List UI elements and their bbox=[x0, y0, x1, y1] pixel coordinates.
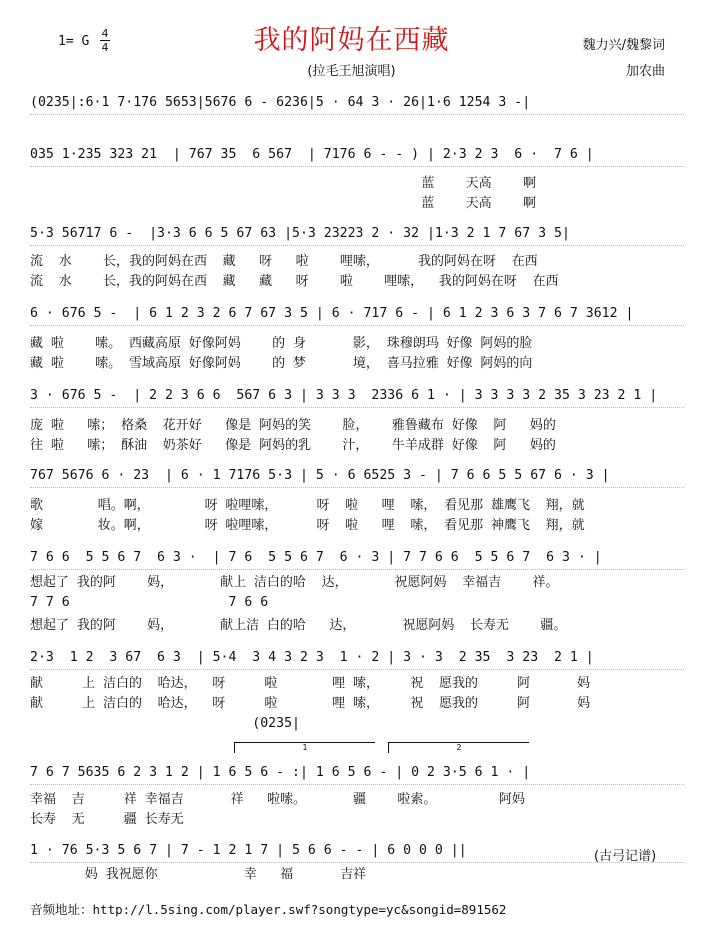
lyric-line-7b: 想起了 我的阿 妈， 献上洁 白的哈 达， 祝愿阿妈 长寿无 疆。 bbox=[30, 618, 567, 633]
notation-line-5: 3 · 676 5 - | 2 2 3 6 6 567 6 3 | 3 3 3 2336 6 1 · | 3 3 3 3 2 35 3 23 2 1 | bbox=[30, 388, 684, 408]
song-title: 我的阿妈在西藏 bbox=[253, 25, 450, 56]
lyric-line-10: 妈 我祝愿你 幸 福 吉祥 bbox=[30, 867, 367, 882]
lyric-line-4b: 藏 啦 嗦。 雪域高原 好像阿妈 的 梦 境， 喜马拉雅 好像 阿妈的向 bbox=[30, 356, 533, 371]
second-ending-bracket: 2 bbox=[388, 742, 529, 753]
notation-line-4: 6 · 676 5 - | 6 1 2 3 2 6 7 67 3 5 | 6 · 717 6 - | 6 1 2 3 6 3 7 6 7 3612 | bbox=[30, 306, 684, 326]
lyric-line-8b: 献 上 洁白的 哈达， 呀 啦 哩 嗦， 祝 愿我的 阿 妈 bbox=[30, 696, 591, 711]
lyric-line-2a: 蓝 天高 啊 bbox=[30, 176, 536, 191]
lyric-line-9a: 幸福 吉 祥 幸福吉 祥 啦嗦。 疆 啦索。 阿妈 bbox=[30, 792, 525, 807]
time-denominator: 4 bbox=[101, 41, 109, 54]
lyric-line-6a: 歌 唱。啊， 呀 啦哩嗦， 呀 啦 哩 嗦， 看见那 雄鹰飞 翔，就 bbox=[30, 498, 585, 513]
notation-line-10: 1 · 76 5·3 5 6 7 | 7 - 1 2 1 7 | 5 6 6 - - | 6 0 0 0 || bbox=[30, 843, 684, 863]
lyric-line-2b: 蓝 天高 啊 bbox=[30, 196, 536, 211]
lyric-line-8a: 献 上 洁白的 哈达， 呀 啦 哩 嗦， 祝 愿我的 阿 妈 bbox=[30, 676, 591, 691]
alternate-notation-7: 7 7 6 7 6 6 bbox=[30, 595, 269, 610]
lyric-line-3a: 流 水 长，我的阿妈在西 藏 呀 啦 哩嗦， 我的阿妈在呀 在西 bbox=[30, 254, 538, 269]
first-ending-bracket: 1 bbox=[234, 742, 375, 753]
lyric-line-5b: 往 啦 嗦； 酥油 奶茶好 像是 阿妈的乳 汁， 牛羊成群 好像 阿 妈的 bbox=[30, 438, 556, 453]
lyric-line-7a: 想起了 我的阿 妈， 献上 洁白的哈 达， 祝愿阿妈 幸福吉 祥。 bbox=[30, 575, 559, 590]
notation-line-2: 035 1·235 323 21 | 767 35 6 567 | 7176 6 - - ) | 2·3 2 3 6 · 7 6 | bbox=[30, 147, 684, 167]
lyricist-credit: 魏力兴/魏黎词 bbox=[582, 38, 665, 53]
time-numerator: 4 bbox=[101, 27, 109, 40]
composer-credit: 加农曲 bbox=[625, 64, 665, 79]
key-signature: 1= G bbox=[58, 34, 90, 49]
audio-url[interactable]: http://l.5sing.com/player.swf?songtype=yc&songid=891562 bbox=[92, 902, 507, 917]
audio-address-label: 音频地址： bbox=[30, 902, 93, 917]
performer-note: (拉毛王旭演唱) bbox=[307, 64, 396, 79]
lyric-line-4a: 藏 啦 嗦。 西藏高原 好像阿妈 的 身 影， 珠穆朗玛 好像 阿妈的脸 bbox=[30, 336, 533, 351]
pickup-notes: (0235| bbox=[30, 716, 300, 731]
notation-line-9: 7 6 7 5635 6 2 3 1 2 | 1 6 5 6 - :| 1 6 5 6 - | 0 2 3·5 6 1 · | bbox=[30, 765, 684, 785]
notation-line-1: (0235|:6·1 7·176 5653|5676 6 - 6236|5 · 64 3 · 26|1·6 1254 3 -| bbox=[30, 95, 684, 115]
notation-line-6: 767 5676 6 · 23 | 6 · 1 7176 5·3 | 5 · 6 6525 3 - | 7 6 6 5 5 67 6 · 3 | bbox=[30, 468, 684, 488]
lyric-line-5a: 庞 啦 嗦； 格桑 花开好 像是 阿妈的笑 脸， 雅鲁藏布 好像 阿 妈的 bbox=[30, 418, 556, 433]
lyric-line-3b: 流 水 长，我的阿妈在西 藏 藏 呀 啦 哩嗦， 我的阿妈在呀 在西 bbox=[30, 274, 559, 289]
notation-line-8: 2·3 1 2 3 67 6 3 | 5·4 3 4 3 2 3 1 · 2 | 3 · 3 2 35 3 23 2 1 | bbox=[30, 650, 684, 670]
time-signature bbox=[100, 28, 110, 53]
lyric-line-6b: 嫁 妆。啊， 呀 啦哩嗦， 呀 啦 哩 嗦， 看见那 神鹰飞 翔，就 bbox=[30, 518, 585, 533]
audio-address bbox=[30, 900, 506, 918]
lyric-line-9b: 长寿 无 疆 长寿无 bbox=[30, 812, 184, 827]
notation-line-7: 7 6 6 5 5 6 7 6 3 · | 7 6 5 5 6 7 6 · 3 | 7 7 6 6 5 5 6 7 6 3 · | bbox=[30, 550, 684, 570]
notation-line-3: 5·3 5671̇7 6 - |3·3 6 6 5 67 63 |5·3 23223 2 · 32 |1·3 2 1 7 67 3 5| bbox=[30, 226, 684, 246]
notation-credit: (古弓记谱) bbox=[594, 849, 657, 864]
